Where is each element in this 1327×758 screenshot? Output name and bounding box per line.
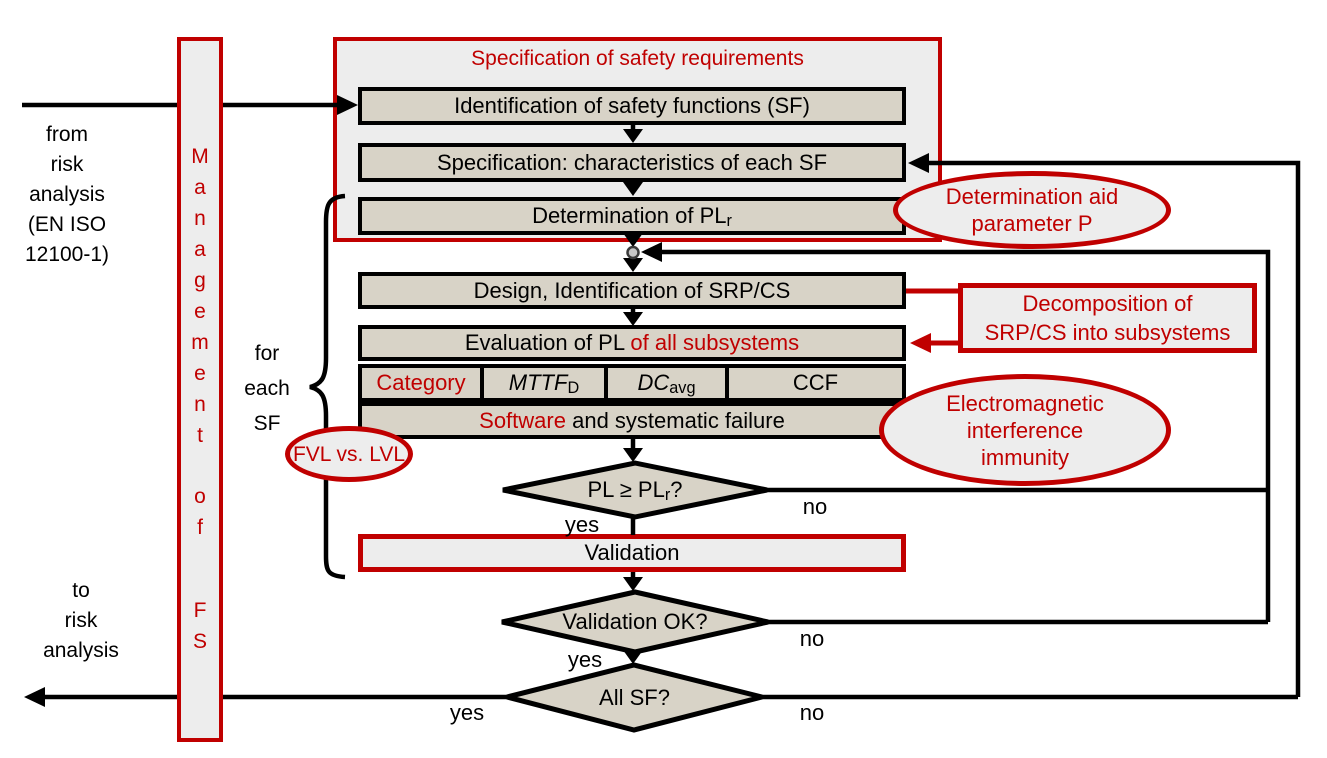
cell-category: Category — [358, 364, 484, 402]
box-evaluation-pl: Evaluation of PL of all subsystems — [358, 325, 906, 361]
junction-node — [628, 247, 639, 258]
label-pl-yes: yes — [564, 512, 600, 537]
ellipse-determination-aid: Determination aid parameter P — [893, 171, 1171, 249]
box-validation: Validation — [358, 534, 906, 572]
box-decomposition: Decomposition of SRP/CS into subsystems — [958, 283, 1257, 353]
management-of-fs-bar: M a n a g e m e n t o f F S — [177, 37, 223, 742]
label-to-risk-analysis: to risk analysis — [43, 579, 119, 662]
box-specification-characteristics: Specification: characteristics of each SF — [358, 143, 906, 182]
box-design-srpcs: Design, Identification of SRP/CS — [358, 272, 906, 309]
label-from-risk-analysis: from risk analysis (EN ISO 12100-1) — [24, 123, 110, 266]
diamond-pl-plr-label: PL ≥ $PL_r$? — [587, 477, 683, 504]
black-arrowheads — [24, 95, 929, 707]
label-for-each-sf: for each SF — [244, 342, 290, 435]
for-each-sf-brace — [310, 196, 345, 577]
label-validation-yes: yes — [567, 647, 603, 672]
red-arrowhead-evaluation — [910, 333, 931, 353]
red-connectors — [906, 291, 958, 343]
cell-mttfd: $MTTF_D$ — [480, 364, 608, 402]
label-allsf-yes: yes — [449, 700, 485, 725]
specification-container-title: Specification of safety requirements — [471, 47, 804, 70]
box-determination-plr: Determination of $PL_r$ — [358, 197, 906, 235]
diamond-validation-ok-label: Validation OK? — [562, 609, 708, 634]
label-pl-no: no — [802, 494, 828, 519]
ellipse-fvl-lvl: FVL vs. LVL — [285, 426, 413, 482]
box-software-systematic: Software and systematic failure — [358, 402, 906, 439]
label-validation-no: no — [799, 626, 825, 651]
ellipse-emi-immunity: Electromagnetic interference immunity — [879, 374, 1171, 486]
cell-ccf: CCF — [725, 364, 906, 402]
label-allsf-no: no — [799, 700, 825, 725]
diamond-all-sf-label: All SF? — [599, 684, 670, 710]
box-identification-sf: Identification of safety functions (SF) — [358, 87, 906, 125]
cell-dcavg: $DC_{avg}$ — [604, 364, 729, 402]
